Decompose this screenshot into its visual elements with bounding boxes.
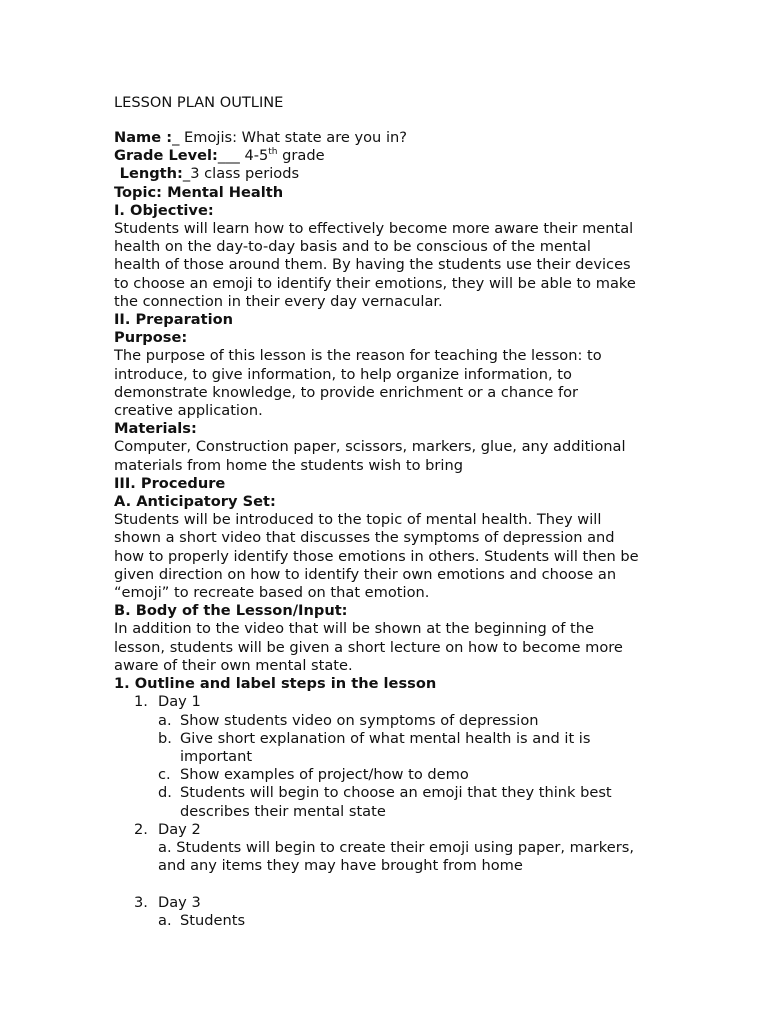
purpose-line: demonstrate knowledge, to provide enrichment or a chance for	[114, 383, 579, 401]
outline-heading: 1. Outline and label steps in the lesson	[114, 675, 437, 693]
days-list	[114, 821, 654, 839]
step-letter: c.	[158, 766, 171, 784]
step-letter: a.	[158, 711, 172, 729]
objective-line: to choose an emoji to identify their emotions, they will be able to make	[114, 274, 636, 292]
objective-line: health on the day-to-day basis and to be conscious of the mental	[114, 238, 591, 256]
step-letter: b.	[158, 729, 172, 747]
day-label: Day 3	[158, 893, 201, 911]
step-text: describes their mental state	[180, 802, 386, 820]
anticipatory-line: given direction on how to identify their own emotions and choose an	[114, 565, 617, 583]
objective-paragraph	[114, 220, 654, 311]
anticipatory-line: shown a short video that discusses the symptoms of depression and	[114, 529, 615, 547]
day-number: 1.	[134, 693, 148, 711]
topic-label: Topic:	[114, 183, 162, 201]
anticipatory-line: “emoji” to recreate based on that emotion.	[114, 584, 430, 602]
materials-paragraph	[114, 438, 654, 474]
length-value: _3 class periods	[182, 165, 300, 183]
purpose-heading: Purpose:	[114, 329, 188, 347]
day-number: 3.	[134, 893, 148, 911]
purpose-line: The purpose of this lesson is the reason for teaching the lesson: to	[114, 347, 602, 365]
day1-steps	[114, 712, 654, 821]
topic-value: Mental Health	[167, 183, 284, 201]
body-heading: B. Body of the Lesson/Input:	[114, 602, 348, 620]
step-text: important	[180, 747, 253, 765]
day-item	[114, 693, 654, 711]
objective-line: the connection in their every day vernacular.	[114, 292, 443, 310]
day-item	[114, 894, 654, 912]
day-label: Day 2	[158, 820, 201, 838]
days-list	[114, 894, 654, 912]
length-label: Length:	[119, 165, 183, 183]
day-label: Day 1	[158, 693, 201, 711]
day-item	[114, 821, 654, 839]
purpose-line: creative application.	[114, 402, 263, 420]
step-letter: d.	[158, 784, 172, 802]
body-paragraph	[114, 620, 654, 675]
step-text: Students	[180, 911, 246, 929]
purpose-line: introduce, to give information, to help organize information, to	[114, 365, 572, 383]
grade-line	[114, 147, 654, 165]
name-label: Name :	[114, 129, 173, 146]
step-item	[114, 730, 654, 766]
days-list	[114, 693, 654, 711]
anticipatory-line: how to properly identify those emotions in others. Students will then be	[114, 547, 639, 565]
length-line	[114, 165, 654, 183]
body-line: In addition to the video that will be shown at the beginning of the	[114, 620, 595, 638]
body-line: aware of their own mental state.	[114, 656, 353, 674]
body-line: lesson, students will be given a short lecture on how to become more	[114, 638, 623, 656]
step-text: Students will begin to choose an emoji that they think best	[180, 784, 612, 802]
step-text: Show examples of project/how to demo	[180, 766, 469, 784]
grade-suffix: th	[268, 147, 278, 158]
preparation-heading: II. Preparation	[114, 311, 234, 329]
day2-line: and any items they may have brought from home	[158, 857, 523, 875]
step-text: Give short explanation of what mental health is and it is	[180, 729, 591, 747]
grade-post: grade	[277, 147, 325, 165]
name-line	[114, 129, 654, 147]
document-title: LESSON PLAN OUTLINE	[114, 94, 284, 111]
day3-steps	[114, 912, 654, 930]
anticipatory-paragraph	[114, 511, 654, 602]
step-item	[114, 712, 654, 730]
blank-line	[114, 875, 654, 893]
day2-paragraph	[114, 839, 658, 875]
objective-heading: I. Objective:	[114, 201, 214, 219]
materials-line: materials from home the students wish to bring	[114, 456, 463, 474]
anticipatory-heading: A. Anticipatory Set:	[114, 493, 276, 511]
grade-label: Grade Level:	[114, 147, 218, 165]
day2-line: a. Students will begin to create their emoji using paper, markers,	[158, 838, 634, 856]
materials-line: Computer, Construction paper, scissors, markers, glue, any additional	[114, 438, 626, 456]
materials-heading: Materials:	[114, 420, 197, 438]
topic-line	[114, 184, 654, 202]
step-letter: a.	[158, 911, 172, 929]
grade-blank: ___	[217, 147, 245, 165]
step-item	[114, 766, 654, 784]
step-item	[114, 912, 654, 930]
anticipatory-line: Students will be introduced to the topic of mental health. They will	[114, 511, 602, 529]
step-text: Show students video on symptoms of depression	[180, 711, 539, 729]
step-item	[114, 784, 654, 820]
purpose-paragraph	[114, 347, 654, 420]
day-number: 2.	[134, 820, 148, 838]
objective-line: health of those around them. By having the students use their devices	[114, 256, 631, 274]
objective-line: Students will learn how to effectively become more aware their mental	[114, 220, 634, 238]
name-value: _ Emojis: What state are you in?	[172, 129, 407, 146]
grade-value: 4-5	[244, 147, 269, 165]
document-body	[114, 129, 654, 930]
procedure-heading: III. Procedure	[114, 474, 226, 492]
